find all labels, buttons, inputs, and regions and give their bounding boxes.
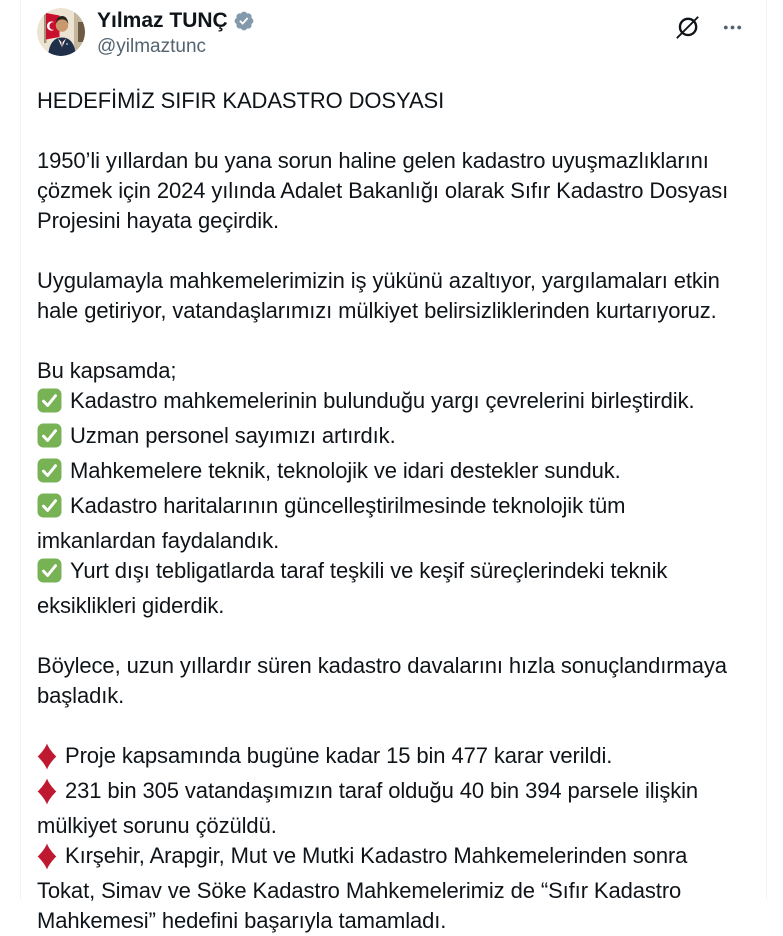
avatar[interactable] [37,8,85,56]
verified-badge-icon [233,10,255,32]
check-emoji-icon [37,458,62,491]
tweet-paragraph [37,146,750,236]
tweet-paragraph [37,86,750,116]
tweet-header [37,8,750,59]
check-emoji-icon [37,388,62,421]
tweet-line: Kırşehir, Arapgir, Mut ve Mutki Kadastro Mahkemelerinden sonra Tokat, Simav ve Söke Kadastro Mahkemelerimiz de “Sıfır Kadastro Mahkemesi” hedefini başarıyla tamamladı. [37,843,688,933]
diamond-emoji-icon [37,743,57,776]
tweet-line: Uygulamayla mahkemelerimizin iş yükünü azaltıyor, yargılamaları etkin hale getiriyor, vatandaşlarımızı mülkiyet belirsizliklerinden kurtarıyoruz. [37,268,720,323]
tweet-column [20,0,767,933]
tweet-line: Kadastro haritalarının güncelleştirilmesinde teknolojik tüm imkanlardan faydalandık. [37,493,626,553]
tweet-line: Mahkemelere teknik, teknolojik ve idari destekler sunduk. [37,456,750,491]
more-menu-icon[interactable] [721,16,744,39]
tweet-line: 1950’li yıllardan bu yana sorun haline gelen kadastro uyuşmazlıklarını çözmek için 2024 yılında Adalet Bakanlığı olarak Sıfır Kadastro Dosyası Projesini hayata geçirdik. [37,148,729,233]
user-handle[interactable]: @yilmaztunc [97,36,207,57]
display-name[interactable]: Yılmaz TUNÇ [97,9,228,32]
grok-icon[interactable] [674,14,701,41]
tweet-line: Kadastro mahkemelerinin bulunduğu yargı çevrelerini birleştirdik. [37,386,750,421]
tweet-line: HEDEFİMİZ SIFIR KADASTRO DOSYASI [37,88,445,113]
check-emoji-icon [37,493,62,526]
check-emoji-icon [37,423,62,456]
header-actions [674,14,750,41]
avatar-image [37,8,85,56]
tweet-line: Böylece, uzun yıllardır süren kadastro davalarını hızla sonuçlandırmaya başladık. [37,653,727,708]
tweet-line: Proje kapsamında bugüne kadar 15 bin 477 karar verildi. [37,741,750,776]
tweet-paragraph [37,266,750,326]
check-emoji-icon [37,558,62,591]
tweet-text [37,86,750,936]
tweet-line: Uzman personel sayımızı artırdık. [37,421,750,456]
tweet-paragraph [37,741,750,936]
tweet-line: Yurt dışı tebligatlarda taraf teşkili ve keşif süreçlerindeki teknik eksiklikleri giderdik. [37,558,668,618]
tweet-paragraph [37,356,750,621]
tweet-line: 231 bin 305 vatandaşımızın taraf olduğu 40 bin 394 parsele ilişkin mülkiyet sorunu çözüldü. [37,778,699,838]
user-block [97,8,255,59]
tweet-paragraph [37,651,750,711]
diamond-emoji-icon [37,778,57,811]
tweet-line: Bu kapsamda; [37,358,177,383]
diamond-emoji-icon [37,843,57,876]
